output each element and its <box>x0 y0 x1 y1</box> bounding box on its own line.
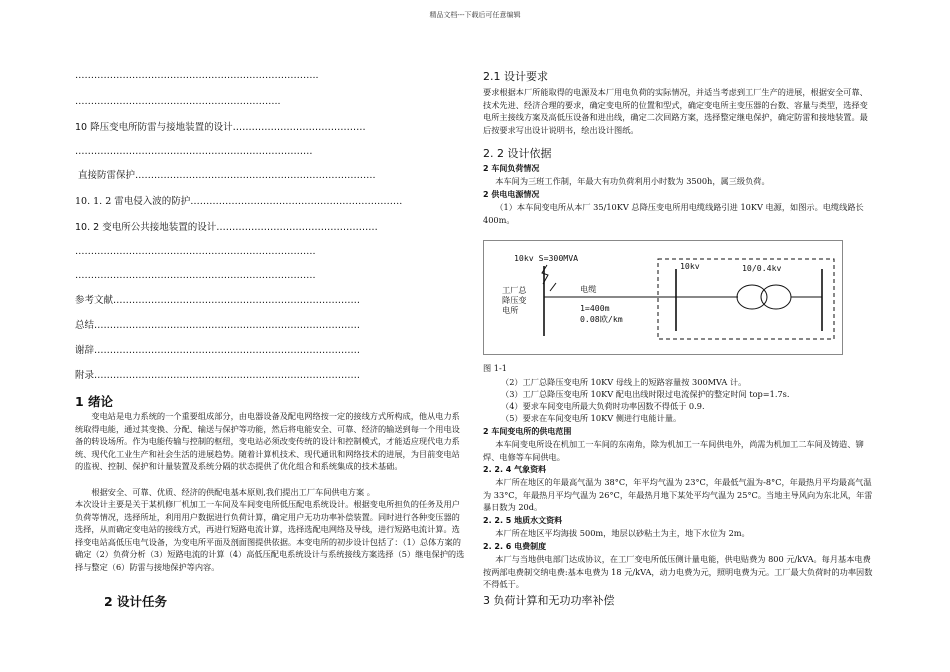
breaker-symbol <box>550 283 556 291</box>
heading-design-requirements: 2.1 设计要求 <box>483 70 548 83</box>
toc-line-9: …………………………………………………………………. <box>75 270 316 281</box>
toc-line-6: 10. 1. 2 雷电侵入波的防护…………………………………………………………. <box>75 196 403 207</box>
subheading-supply-range: 2 车间变电所的供电范围 <box>483 427 572 436</box>
subheading-load: 2 车间负荷情况 <box>483 164 540 173</box>
subheading-weather: 2. 2. 4 气象资料 <box>483 465 547 474</box>
intro-paragraph-2: 根据安全、可靠、优质、经济的供配电基本原则,我们提出工厂车间供电方案 。 <box>91 487 375 497</box>
label-cable-impedance: 0.08欧/km <box>580 314 623 324</box>
weather-paragraph: 本厂所在地区的年最高气温为 38°C，年平均气温为 23°C，年最低气温为-8°C，年最热月平均最高气温为 33°C，年最热月平均气温为 26°C，年最热月地下某处平均气温为 25°C。当地主导风向为东北风，年雷暴日数为 20d。 <box>483 477 873 513</box>
item-short-circuit-capacity: （2）工厂总降压变电所 10KV 母线上的短路容量按 300MVA 计。 <box>501 377 747 387</box>
toc-line-thanks: 谢辞………………………………………………………………………… <box>75 345 361 356</box>
supply-paragraph: （1）本车间变电所从本厂 35/10KV 总降压变电所用电缆线路引进 10KV 电源，如图示。电缆线路长 400m。 <box>483 202 864 225</box>
page-header: 精品文档---下载后可任意编辑 <box>429 11 521 19</box>
intro-paragraph-1: 变电站是电力系统的一个重要组成部分，由电器设备及配电网络按一定的接线方式所构成，他从电力系统取得电能，通过其变换、分配、输送与保护等功能，然后将电能安全、可靠、经济的输送到每一个用电设备的转设场所。作为电能传输与控制的枢纽，变电站必须改变传统的设计和控制模式，才能适应现代电力系统、现代化工业生产和社会生活的进展趋势。随着计算机技术、现代通讯和网络技术的进展，为目前变电站的监视、控制、保护和计量装置及系统分隔的状态提供了优化组合和系统集成的技术基础。 <box>75 411 460 472</box>
label-cable-length: 1=400m <box>580 303 610 313</box>
heading-design-basis: 2. 2 设计依据 <box>483 147 552 160</box>
toc-line-8: …………………………………………………………………. <box>75 246 316 257</box>
item-energy-metering: （5）要求在车间变电所 10KV 侧进行电能计量。 <box>501 413 682 423</box>
toc-line-4: ………………………………………………………………… <box>75 146 313 157</box>
label-plant-line-1: 工厂总 <box>502 285 527 295</box>
heading-design-task: 2 设计任务 <box>104 594 168 609</box>
intro-paragraph-3: 本次设计主要是关于某机修厂机加工一车间及车间变电所低压配电系统设计。根据变电所担负的任务及用户负荷等情况，选择所址，利用用户数据进行负荷计算，确定用户无功功率补偿装置。同时进行各种变压器的选择，从而确定变电站的接线方式，再进行短路电流计算，选择选配电网络及导线，进行短路电流计算。选择变电站高低压电气设备，为变电所平面及剖面图提供依据。本变电所的初步设计包括了：（1）总体方案的确定（2）负荷分析（3）短路电流的计算（4）高低压配电系统设计与系统接线方案选择（5）继电保护的选择与整定（6）防雷与接地保护等内容。 <box>75 499 465 572</box>
item-power-factor: （4）要求车间变电所最大负荷时功率因数不得低于 0.9. <box>501 401 705 411</box>
tariff-paragraph: 本厂与当地供电部门达成协议，在工厂变电所低压侧计量电能，供电贴费为 800 元/kVA。每月基本电费按两部电费制交纳电费:基本电费为 18 元/kVA，动力电费为元，照明电费为元。工厂最大负荷时的功率因数不得低于。 <box>483 554 873 590</box>
toc-line-summary: 总结………………………………………………………………………… <box>75 320 361 331</box>
requirements-paragraph: 要求根据本厂所能取得的电源及本厂用电负荷的实际情况，并适当考虑到工厂生产的进展，根据安全可靠、技术先进、经济合理的要求，确定变电所的位置和型式，确定变电所主变压器的台数、容量与类型，选择变电所主接线方案及高低压设备和进出线，确定二次回路方案，选择整定继电保护，确定防雷和接地装置。最后按要求写出设计说明书，绘出设计图纸。 <box>483 87 868 135</box>
toc-line-references: 参考文献…………………………………………………………………… <box>75 295 361 306</box>
wiring-diagram <box>483 240 843 355</box>
toc-line-3: 10 降压变电所防雷与接地装置的设计…………………………………… <box>75 122 366 133</box>
item-protection-time: （3）工厂总降压变电所 10KV 配电出线时限过电流保护的整定时间 top=1.7s. <box>501 389 790 399</box>
toc-line-7: 10. 2 变电所公共接地装置的设计…………………………………………… <box>75 222 378 233</box>
supply-range-paragraph: 本车间变电所设在机加工一车间的东南角，除为机加工一车间供电外，尚需为机加工二车间及铸造、铆焊、电修等车间供电。 <box>483 439 864 462</box>
label-source: 10kv S=300MVA <box>514 253 579 263</box>
label-plant-line-2: 降压变 <box>502 295 527 305</box>
toc-line-2: ……………………………………………………….. <box>75 96 281 107</box>
lightning-symbol <box>542 265 548 284</box>
subheading-power-supply: 2 供电电源情况 <box>483 190 540 199</box>
heading-load-calculation: 3 负荷计算和无功功率补偿 <box>483 594 615 607</box>
transformer-secondary-winding <box>761 285 791 309</box>
subheading-tariff: 2. 2. 6 电费制度 <box>483 542 547 551</box>
toc-line-1: ………………………………………………………………….. <box>75 70 319 81</box>
load-paragraph: 本车间为三班工作制，年最大有功负荷利用小时数为 3500h，属三级负荷。 <box>495 176 770 186</box>
label-bus-10kv: 10kv <box>680 261 700 271</box>
label-plant-substation <box>502 285 527 315</box>
toc-line-appendix: 附录………………………………………………………………………… <box>75 370 361 381</box>
label-cable: 电缆 <box>580 284 597 294</box>
transformer-primary-winding <box>737 285 767 309</box>
subheading-geology: 2. 2. 5 地质水文资料 <box>483 516 563 525</box>
geology-paragraph: 本厂所在地区平均海拔 500m，地层以砂粘土为主，地下水位为 2m。 <box>495 528 750 538</box>
label-plant-line-3: 电所 <box>502 305 519 315</box>
heading-introduction: 1 绪论 <box>75 394 114 409</box>
toc-line-5: 直接防雷保护…………………………………………………………………. <box>78 170 376 181</box>
label-transformer: 10/0.4kv <box>742 263 782 273</box>
figure-caption: 图 1-1 <box>483 363 507 373</box>
